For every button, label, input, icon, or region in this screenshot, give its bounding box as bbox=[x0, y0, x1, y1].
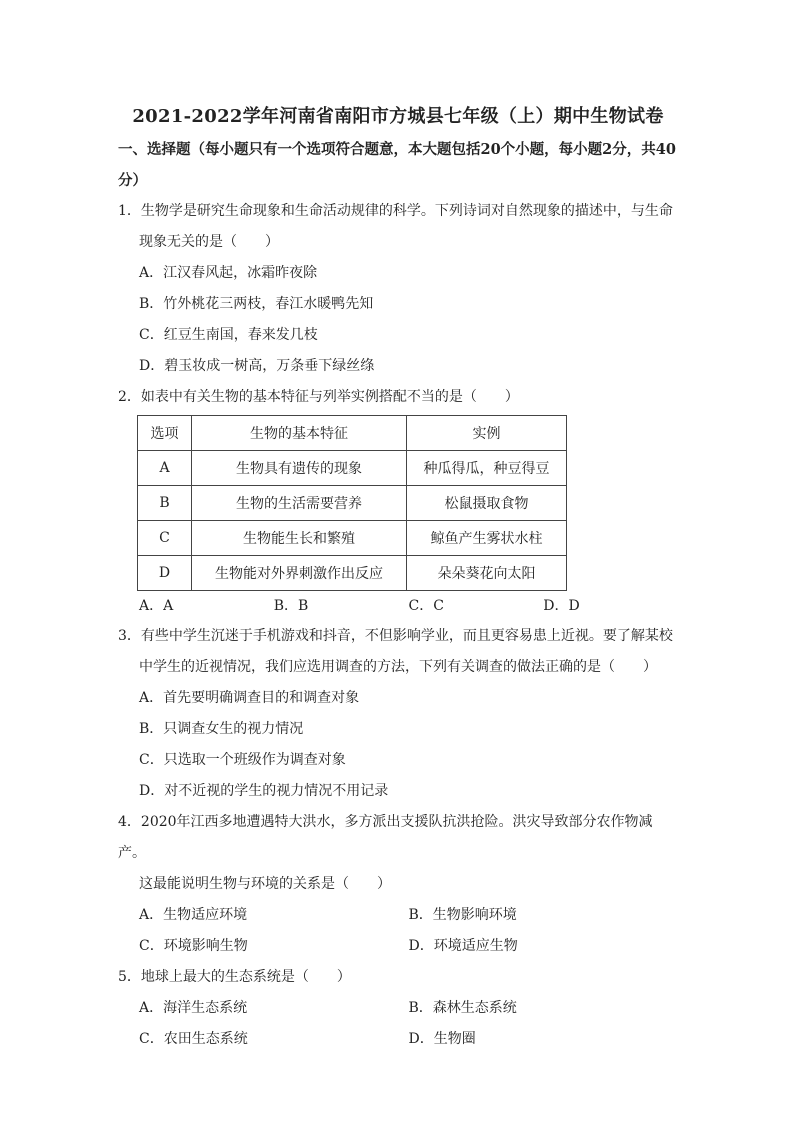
table-cell: C bbox=[138, 521, 192, 556]
page-title: 2021-2022学年河南省南阳市方城县七年级（上）期中生物试卷 bbox=[132, 106, 664, 127]
option-b[interactable]: B．B bbox=[273, 598, 309, 614]
table-cell: 生物能生长和繁殖 bbox=[192, 521, 407, 556]
question-3-stem bbox=[118, 621, 678, 683]
question-5-stem: 5．地球上最大的生态系统是（ ） bbox=[118, 969, 351, 985]
section-heading-line1: 一、选择题（每小题只有一个选项符合题意，本大题包括20个小题，每小题2分，共40 bbox=[118, 141, 676, 158]
option-d[interactable]: D．碧玉妆成一树高，万条垂下绿丝绦 bbox=[139, 358, 375, 374]
option-a[interactable]: A．A bbox=[139, 598, 174, 614]
exam-page bbox=[118, 100, 678, 1055]
table-row bbox=[138, 556, 567, 591]
table-row bbox=[138, 451, 567, 486]
option-c[interactable]: C．红豆生南国，春来发几枝 bbox=[139, 327, 318, 343]
table-cell: 生物具有遗传的现象 bbox=[192, 451, 407, 486]
question-1-line2: 现象无关的是（ ） bbox=[139, 234, 279, 250]
question-4-line2: 这最能说明生物与环境的关系是（ ） bbox=[139, 876, 391, 892]
question-4-options-row1 bbox=[118, 900, 678, 931]
question-5 bbox=[118, 962, 678, 1055]
question-3-line1: 3．有些中学生沉迷于手机游戏和抖音，不但影响学业，而且更容易患上近视。要了解某校 bbox=[118, 628, 673, 644]
option-c[interactable]: C．C bbox=[408, 598, 444, 614]
table-cell: 种瓜得瓜，种豆得豆 bbox=[407, 451, 567, 486]
option-d[interactable]: D．环境适应生物 bbox=[408, 938, 518, 954]
question-5-options-row1 bbox=[118, 993, 678, 1024]
table-cell: 朵朵葵花向太阳 bbox=[407, 556, 567, 591]
option-c[interactable]: C．农田生态系统 bbox=[139, 1031, 248, 1047]
option-a[interactable]: A．生物适应环境 bbox=[139, 907, 248, 923]
table-row bbox=[138, 486, 567, 521]
question-4-stem bbox=[118, 807, 678, 900]
option-d[interactable]: D．D bbox=[543, 598, 580, 614]
table-cell: B bbox=[138, 486, 192, 521]
question-1-line1: 1．生物学是研究生命现象和生命活动规律的科学。下列诗词对自然现象的描述中，与生命 bbox=[118, 203, 673, 219]
option-c[interactable]: C．环境影响生物 bbox=[139, 938, 248, 954]
option-c[interactable]: C．只选取一个班级作为调查对象 bbox=[139, 752, 346, 768]
question-2-stem: 2．如表中有关生物的基本特征与列举实例搭配不当的是（ ） bbox=[118, 389, 519, 405]
option-b[interactable]: B．竹外桃花三两枝，春江水暖鸭先知 bbox=[139, 296, 374, 312]
question-2-options bbox=[118, 591, 678, 621]
question-4-line1: 4．2020年江西多地遭遇特大洪水，多方派出支援队抗洪抢险。洪灾导致部分农作物减产。 bbox=[118, 814, 653, 861]
option-a[interactable]: A．首先要明确调查目的和调查对象 bbox=[139, 690, 360, 706]
question-3-line2: 中学生的近视情况，我们应选用调查的方法，下列有关调查的做法正确的是（ ） bbox=[139, 659, 657, 675]
question-5-options-row2 bbox=[118, 1024, 678, 1055]
question-1-stem bbox=[118, 196, 678, 258]
table-cell: 松鼠摄取食物 bbox=[407, 486, 567, 521]
option-b[interactable]: B．只调查女生的视力情况 bbox=[139, 721, 304, 737]
section-heading-line2: 分） bbox=[118, 172, 147, 189]
option-a[interactable]: A．海洋生态系统 bbox=[139, 1000, 248, 1016]
table-header: 生物的基本特征 bbox=[192, 416, 407, 451]
option-d[interactable]: D．对不近视的学生的视力情况不用记录 bbox=[139, 783, 389, 799]
table-cell: 鲸鱼产生雾状水柱 bbox=[407, 521, 567, 556]
question-1 bbox=[118, 196, 678, 382]
table-cell: D bbox=[138, 556, 192, 591]
option-b[interactable]: B．生物影响环境 bbox=[408, 907, 517, 923]
table-header-row bbox=[138, 416, 567, 451]
table-header: 选项 bbox=[138, 416, 192, 451]
question-3 bbox=[118, 621, 678, 807]
table-row bbox=[138, 521, 567, 556]
option-b[interactable]: B．森林生态系统 bbox=[408, 1000, 517, 1016]
question-2 bbox=[118, 382, 678, 621]
table-cell: 生物的生活需要营养 bbox=[192, 486, 407, 521]
option-d[interactable]: D．生物圈 bbox=[408, 1031, 476, 1047]
question-4-options-row2 bbox=[118, 931, 678, 962]
table-cell: 生物能对外界刺激作出反应 bbox=[192, 556, 407, 591]
table-header: 实例 bbox=[407, 416, 567, 451]
question-4 bbox=[118, 807, 678, 962]
feature-table bbox=[137, 415, 567, 591]
option-a[interactable]: A．江汉春风起，冰霜昨夜除 bbox=[139, 265, 318, 281]
table-cell: A bbox=[138, 451, 192, 486]
section-heading bbox=[118, 134, 678, 196]
